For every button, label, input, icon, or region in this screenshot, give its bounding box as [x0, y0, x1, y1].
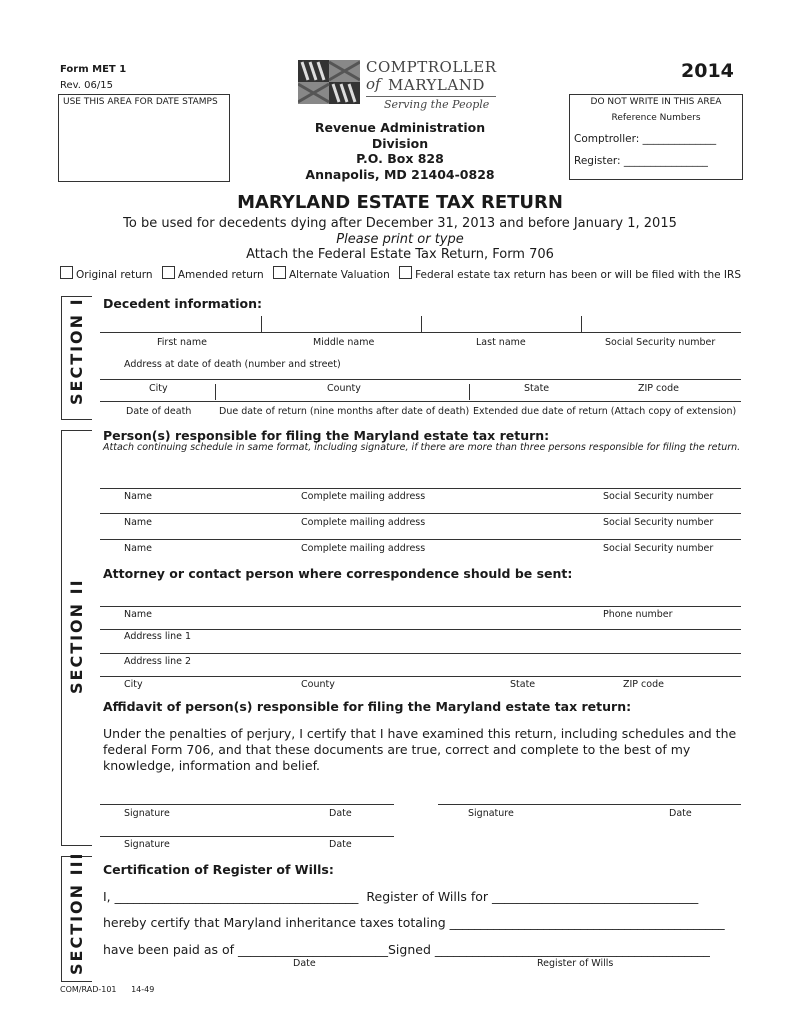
divider [215, 384, 216, 400]
checkbox-original-label: Original return [76, 269, 153, 281]
extended-due-date-label: Extended due date of return (Attach copy of extension) [473, 406, 737, 417]
divider [469, 384, 470, 400]
person-name-label: Name [124, 543, 153, 554]
footer-code: COM/RAD-101 [60, 985, 117, 994]
person-address-label: Complete mailing address [301, 543, 426, 554]
checkbox-original[interactable] [60, 269, 153, 281]
certify-line-3 [103, 942, 710, 957]
person-address-label: Complete mailing address [301, 491, 426, 502]
date-stamp-area [58, 94, 230, 182]
attorney-address1-line[interactable] [100, 629, 741, 630]
checkbox-federal-filed[interactable] [399, 269, 741, 281]
office-use-box [569, 94, 743, 180]
signature-label: Signature [124, 839, 170, 850]
logo-line2: MARYLAND [388, 76, 485, 94]
county-label: County [327, 383, 361, 394]
person-name-label: Name [124, 517, 153, 528]
footer-number: 14-49 [131, 985, 155, 994]
register-county-field[interactable]: Register of Wills for _________________________________ [366, 889, 699, 904]
affidavit-heading: Affidavit of person(s) responsible for filing the Maryland estate tax return: [103, 699, 632, 714]
attorney-name-line[interactable] [100, 606, 741, 607]
register-of-wills-label: Register of Wills [537, 958, 614, 969]
divider [261, 316, 262, 332]
decedent-name-line[interactable] [100, 332, 741, 333]
attorney-heading: Attorney or contact person where correspondence should be sent: [103, 566, 573, 581]
checkbox-icon[interactable] [273, 266, 286, 279]
footer [60, 985, 154, 994]
checkbox-amended[interactable] [162, 269, 264, 281]
checkbox-amended-label: Amended return [177, 269, 264, 281]
signature-line-1[interactable] [100, 804, 394, 805]
city-label: City [149, 383, 168, 394]
checkbox-icon[interactable] [162, 266, 175, 279]
attorney-zip-label: ZIP code [623, 679, 664, 690]
person-ssn-label: Social Security number [603, 517, 714, 528]
state-label: State [524, 383, 550, 394]
signed-field[interactable]: Signed ____________________________________________ [388, 942, 710, 957]
zip-label: ZIP code [638, 383, 679, 394]
person-address-label: Complete mailing address [301, 517, 426, 528]
attorney-name-label: Name [124, 609, 153, 620]
tax-year: 2014 [681, 60, 734, 82]
signature-line-3[interactable] [100, 836, 394, 837]
address-line4: Annapolis, MD 21404-0828 [305, 166, 495, 182]
section-2-heading: Person(s) responsible for filing the Maryland estate tax return: [103, 428, 550, 443]
section-3-heading: Certification of Register of Wills: [103, 862, 334, 877]
address-at-death-label: Address at date of death (number and street) [124, 359, 341, 370]
date-label: Date [329, 839, 352, 850]
section-2-note: Attach continuing schedule in same format, including signature, if there are more than three persons responsible for filing the return. [103, 442, 741, 453]
divider [581, 316, 582, 332]
affidavit-text: Under the penalties of perjury, I certify that I have examined this return, including schedules and the federal Form 706, and that these documents are true, correct and complete to the best of my knowledge, information and belief. [103, 726, 737, 773]
checkbox-federal-label: Federal estate tax return has been or will be filed with the IRS [415, 269, 741, 281]
attorney-phone-label: Phone number [603, 609, 673, 620]
date-stamp-label: USE THIS AREA FOR DATE STAMPS [63, 97, 218, 107]
subtitle-decedents: To be used for decedents dying after December 31, 2013 and before January 1, 2015 [123, 216, 677, 231]
decedent-dates-line[interactable] [100, 401, 741, 402]
comptroller-ref: Comptroller: ______________ [574, 133, 717, 145]
comptroller-logo [298, 58, 498, 118]
checkbox-alternate-label: Alternate Valuation [288, 269, 390, 281]
section-3-tab [61, 851, 92, 982]
person-ssn-label: Social Security number [603, 543, 714, 554]
office-use-subtitle: Reference Numbers [611, 113, 701, 123]
person-2-line[interactable] [100, 513, 741, 514]
attorney-county-label: County [301, 679, 335, 690]
section-2-tab [61, 430, 92, 846]
section-2-label: SECTION II [67, 578, 86, 694]
register-ref: Register: ________________ [574, 155, 708, 167]
checkbox-icon[interactable] [60, 266, 73, 279]
person-3-line[interactable] [100, 539, 741, 540]
certify-line-1 [103, 889, 698, 904]
attorney-state-label: State [510, 679, 536, 690]
logo-line1: COMPTROLLER [366, 58, 497, 76]
signature-label: Signature [124, 808, 170, 819]
section-1-tab [61, 296, 92, 420]
maryland-flag-icon [298, 60, 360, 104]
logo-rule [366, 96, 496, 97]
section-1-label: SECTION I [67, 297, 86, 405]
signature-label: Signature [468, 808, 514, 819]
signature-line-2[interactable] [438, 804, 741, 805]
checkbox-alternate-valuation[interactable] [273, 269, 390, 281]
subtitle-attach: Attach the Federal Estate Tax Return, Form 706 [246, 247, 554, 262]
attorney-address2-line[interactable] [100, 653, 741, 654]
section-1-heading: Decedent information: [103, 296, 262, 311]
address-line2: Division [371, 135, 429, 151]
date-label: Date [669, 808, 692, 819]
logo-tagline: Serving the People [384, 98, 490, 111]
divider [421, 316, 422, 332]
subtitle-print: Please print or type [336, 232, 464, 247]
person-name-label: Name [124, 491, 153, 502]
attorney-city-label: City [124, 679, 143, 690]
due-date-label: Due date of return (nine months after date of death) [219, 406, 470, 417]
first-name-label: First name [157, 337, 207, 348]
mailing-address [290, 120, 510, 182]
address-line2-label: Address line 2 [124, 656, 192, 667]
paid-date-field[interactable]: have been paid as of ________________________ [103, 942, 388, 957]
address-line1-label: Address line 1 [124, 631, 192, 642]
last-name-label: Last name [476, 337, 526, 348]
office-use-title: DO NOT WRITE IN THIS AREA [590, 97, 722, 107]
address-line1: Revenue Administration [314, 120, 486, 135]
page-title: MARYLAND ESTATE TAX RETURN [237, 192, 563, 213]
person-ssn-label: Social Security number [603, 491, 714, 502]
register-name-field[interactable]: I, _______________________________________ [103, 889, 359, 904]
logo-of: of [366, 75, 381, 93]
date-label: Date [329, 808, 352, 819]
attorney-city-line[interactable] [100, 676, 741, 677]
middle-name-label: Middle name [313, 337, 375, 348]
paid-date-label: Date [293, 958, 316, 969]
date-of-death-label: Date of death [126, 406, 192, 417]
return-type-options [60, 266, 741, 281]
ssn-label: Social Security number [605, 337, 716, 348]
checkbox-icon[interactable] [399, 266, 412, 279]
person-1-line[interactable] [100, 488, 741, 489]
section-3-label: SECTION III [67, 851, 86, 975]
taxes-total-field[interactable]: hereby certify that Maryland inheritance taxes totaling ____________________________________________ [103, 915, 725, 930]
address-line3: P.O. Box 828 [356, 151, 444, 166]
form-id: Form MET 1 [60, 64, 127, 75]
decedent-address-line[interactable] [100, 379, 741, 380]
form-revision: Rev. 06/15 [60, 80, 113, 91]
